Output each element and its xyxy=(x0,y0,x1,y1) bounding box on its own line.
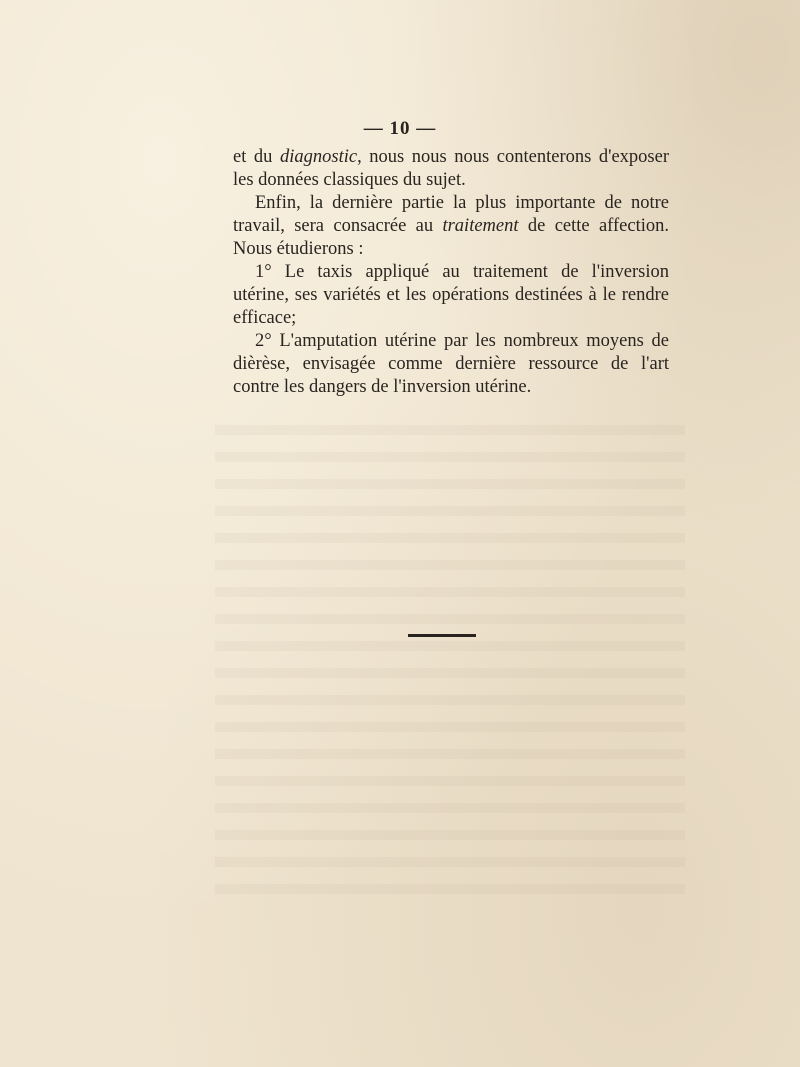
text-segment: 2° L'amputation utérine par les nombreux moyens de dièrèse, envisagée comme dernière ressource de l'art contre les dangers de l'inversion utérine. xyxy=(233,331,669,397)
text-segment: et du xyxy=(233,147,280,167)
section-end-rule xyxy=(408,634,476,637)
text-segment: Enfin, la dernière partie la plus importante de notre travail, sera consacrée au xyxy=(233,193,669,236)
paragraph-3 xyxy=(233,261,669,330)
show-through-texture xyxy=(215,425,685,895)
body-text xyxy=(233,146,669,399)
paragraph-1 xyxy=(233,146,669,192)
text-segment: 1° Le taxis appliqué au traitement de l'inversion utérine, ses variétés et les opérations destinées à le rendre efficace; xyxy=(233,262,669,328)
text-segment: , nous nous nous contenterons d'exposer les données classiques du sujet. xyxy=(233,147,669,190)
page-number: — 10 — xyxy=(363,118,437,139)
text-segment: de cette affection. Nous étudierons : xyxy=(233,216,669,259)
italic-term-traitement: traitement xyxy=(442,216,519,236)
paragraph-2 xyxy=(233,192,669,261)
paragraph-4 xyxy=(233,330,669,399)
italic-term-diagnostic: diagnostic xyxy=(279,147,358,167)
